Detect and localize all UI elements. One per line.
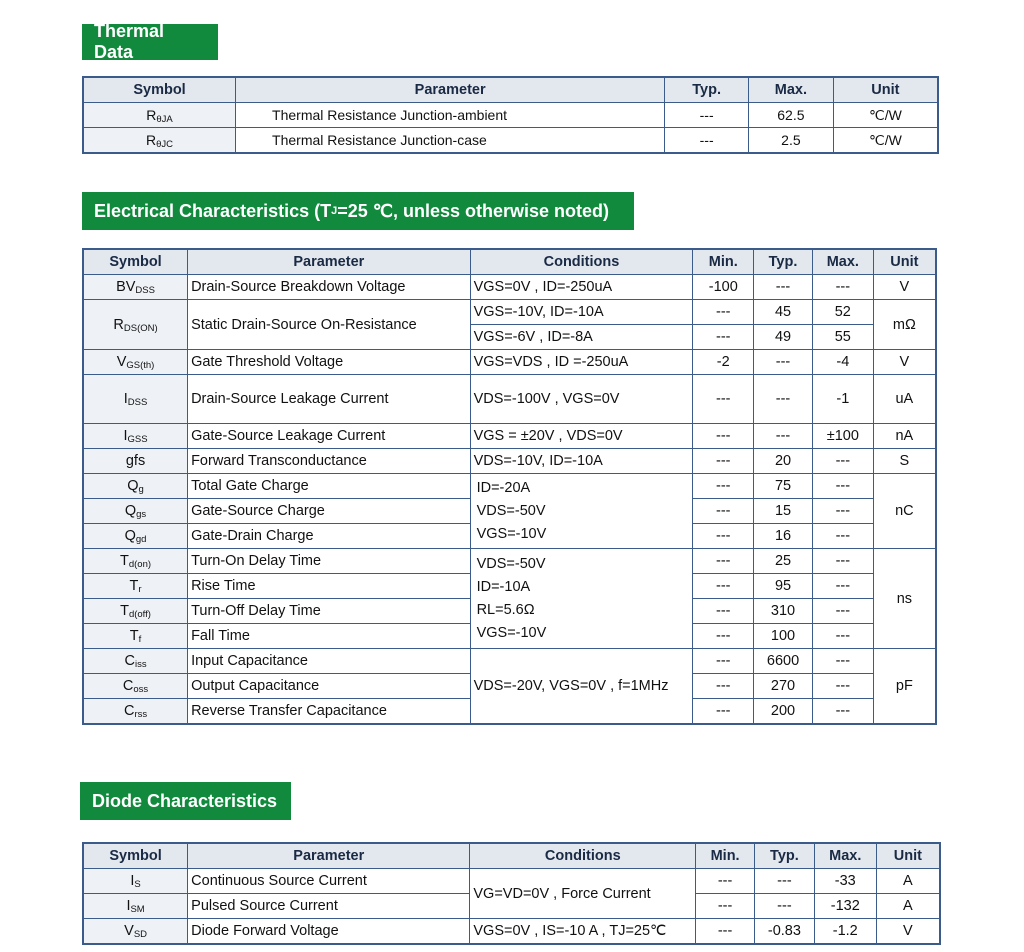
header-unit: Unit — [873, 249, 936, 275]
header-symbol: Symbol — [83, 77, 236, 103]
typ-cell: --- — [754, 350, 813, 375]
capacitance-conditions-cell: VDS=-20V, VGS=0V , f=1MHz — [470, 649, 693, 725]
symbol-cell — [83, 869, 188, 894]
min-cell: -100 — [693, 275, 754, 300]
symbol-main: V — [116, 354, 127, 370]
typ-cell: 200 — [754, 699, 813, 725]
condition-line: ID=-10A — [476, 578, 531, 595]
current-conditions-cell: VG=VD=0V , Force Current — [470, 869, 696, 919]
conditions-cell: VGS=VDS , ID =-250uA — [470, 350, 693, 375]
parameter-cell: Rise Time — [188, 574, 471, 599]
parameter-cell: Turn-Off Delay Time — [188, 599, 471, 624]
typ-cell: 16 — [754, 524, 813, 549]
parameter-cell: Diode Forward Voltage — [188, 919, 470, 945]
header-unit: Unit — [876, 843, 940, 869]
symbol-main: I — [130, 873, 135, 889]
min-cell: --- — [693, 549, 754, 574]
typ-cell: 75 — [754, 474, 813, 499]
electrical-characteristics-heading: Electrical Characteristics (T J =25 ℃, unless otherwise noted) — [82, 192, 634, 230]
min-cell: --- — [693, 474, 754, 499]
symbol-sub: d(off) — [128, 609, 151, 620]
symbol-sub: g — [138, 484, 144, 495]
symbol-sub: iss — [134, 659, 147, 670]
typ-cell: --- — [755, 894, 815, 919]
symbol-cell — [83, 919, 188, 945]
max-cell: 52 — [812, 300, 873, 325]
max-cell: 2.5 — [749, 128, 834, 154]
conditions-cell: VGS=-6V , ID=-8A — [470, 325, 693, 350]
max-cell: --- — [812, 449, 873, 474]
symbol-cell — [83, 449, 188, 474]
max-cell: -33 — [814, 869, 876, 894]
symbol-main: Q — [124, 503, 137, 519]
max-cell: --- — [812, 474, 873, 499]
max-cell: --- — [812, 599, 873, 624]
symbol-main: C — [122, 678, 134, 694]
unit-cell: S — [873, 449, 936, 474]
unit-cell: V — [873, 350, 936, 375]
electrical-characteristics-table — [82, 248, 937, 725]
parameter-cell: Gate-Source Leakage Current — [188, 424, 471, 449]
min-cell: --- — [693, 624, 754, 649]
condition-line: RL=5.6Ω — [476, 601, 535, 618]
unit-cell: ℃/W — [833, 128, 938, 154]
max-cell: 55 — [812, 325, 873, 350]
symbol-main: C — [123, 703, 135, 719]
table-row — [83, 649, 936, 674]
min-cell: --- — [693, 449, 754, 474]
condition-line: VDS=-50V — [476, 555, 546, 572]
table-row — [83, 869, 940, 894]
symbol-cell — [83, 674, 188, 699]
thermal-data-table — [82, 76, 939, 154]
min-cell: --- — [696, 869, 755, 894]
electrical-title-post: =25 ℃, unless otherwise noted) — [337, 200, 610, 221]
min-cell: --- — [693, 699, 754, 725]
max-cell: --- — [812, 574, 873, 599]
symbol-main: R — [113, 316, 124, 333]
symbol-cell — [83, 275, 188, 300]
unit-cell: nA — [873, 424, 936, 449]
min-cell: --- — [693, 674, 754, 699]
header-min: Min. — [693, 249, 754, 275]
symbol-sub: GSS — [127, 434, 148, 445]
table-row — [83, 300, 936, 325]
table-row — [83, 449, 936, 474]
condition-line: VGS=-10V — [476, 624, 547, 641]
max-cell: -1.2 — [814, 919, 876, 945]
symbol-sub: DS(ON) — [123, 322, 158, 334]
table-row — [83, 424, 936, 449]
table-header-row — [83, 843, 940, 869]
unit-cell: uA — [873, 375, 936, 424]
parameter-cell: Turn-On Delay Time — [188, 549, 471, 574]
table-header-row — [83, 77, 938, 103]
electrical-title-pre: Electrical Characteristics (T — [94, 200, 332, 221]
table-header-row — [83, 249, 936, 275]
header-parameter: Parameter — [188, 249, 471, 275]
unit-cell: V — [873, 275, 936, 300]
symbol-cell — [83, 599, 188, 624]
typ-cell: --- — [665, 103, 749, 128]
symbol-cell — [83, 474, 188, 499]
conditions-cell: VGS=0V , ID=-250uA — [470, 275, 693, 300]
unit-cell: ns — [873, 549, 936, 649]
typ-cell: 310 — [754, 599, 813, 624]
symbol-sub: GS(th) — [126, 360, 155, 371]
parameter-cell: Gate Threshold Voltage — [188, 350, 471, 375]
max-cell: -132 — [814, 894, 876, 919]
table-row — [83, 474, 936, 499]
symbol-sub: DSS — [135, 285, 155, 296]
conditions-cell: VGS = ±20V , VDS=0V — [470, 424, 693, 449]
symbol-sub: d(on) — [128, 559, 152, 570]
header-max: Max. — [749, 77, 834, 103]
typ-cell: 95 — [754, 574, 813, 599]
typ-cell: 15 — [754, 499, 813, 524]
condition-line: VGS=-10V — [476, 525, 547, 542]
symbol-cell — [83, 894, 188, 919]
min-cell: -2 — [693, 350, 754, 375]
parameter-cell: Drain-Source Leakage Current — [188, 375, 471, 424]
header-symbol: Symbol — [83, 249, 188, 275]
symbol-main: R — [146, 107, 157, 123]
min-cell: --- — [693, 424, 754, 449]
symbol-cell — [83, 499, 188, 524]
symbol-cell — [83, 699, 188, 725]
symbol-cell — [83, 574, 188, 599]
symbol-main: Q — [124, 528, 136, 544]
header-max: Max. — [812, 249, 873, 275]
conditions-cell: VDS=-100V , VGS=0V — [470, 375, 693, 424]
max-cell: --- — [812, 649, 873, 674]
max-cell: --- — [812, 275, 873, 300]
symbol-main: V — [124, 923, 134, 939]
parameter-cell: Gate-Drain Charge — [188, 524, 471, 549]
min-cell: --- — [696, 894, 755, 919]
parameter-cell: Thermal Resistance Junction-ambient — [236, 103, 665, 128]
diode-characteristics-table — [82, 842, 941, 945]
conditions-cell: VGS=0V , IS=-10 A , TJ=25℃ — [470, 919, 696, 945]
header-parameter: Parameter — [188, 843, 470, 869]
symbol-cell — [83, 103, 236, 128]
max-cell: --- — [812, 499, 873, 524]
symbol-sub: θJC — [156, 139, 174, 150]
symbol-sub: r — [138, 584, 142, 595]
symbol-cell — [83, 524, 188, 549]
parameter-cell: Forward Transconductance — [188, 449, 471, 474]
table-row — [83, 375, 936, 424]
header-typ: Typ. — [754, 249, 813, 275]
symbol-main: I — [123, 428, 128, 444]
unit-cell: ℃/W — [833, 103, 938, 128]
gate-charge-conditions-cell — [470, 474, 693, 549]
max-cell: -1 — [812, 375, 873, 424]
symbol-main: Q — [127, 478, 139, 494]
typ-cell: 25 — [754, 549, 813, 574]
typ-cell: 6600 — [754, 649, 813, 674]
max-cell: -4 — [812, 350, 873, 375]
parameter-cell: Static Drain-Source On-Resistance — [188, 300, 471, 350]
table-row — [83, 128, 938, 154]
symbol-cell — [83, 350, 188, 375]
table-row — [83, 350, 936, 375]
header-max: Max. — [814, 843, 876, 869]
symbol-sub: DSS — [127, 397, 148, 408]
symbol-cell — [83, 624, 188, 649]
min-cell: --- — [693, 375, 754, 424]
min-cell: --- — [693, 574, 754, 599]
parameter-cell: Fall Time — [188, 624, 471, 649]
table-row — [83, 103, 938, 128]
symbol-cell — [83, 128, 236, 154]
header-typ: Typ. — [755, 843, 815, 869]
typ-cell: --- — [755, 869, 815, 894]
header-parameter: Parameter — [236, 77, 665, 103]
conditions-cell: VDS=-10V, ID=-10A — [470, 449, 693, 474]
symbol-cell — [83, 300, 188, 350]
header-symbol: Symbol — [83, 843, 188, 869]
min-cell: --- — [693, 300, 754, 325]
typ-cell: --- — [754, 375, 813, 424]
min-cell: --- — [693, 599, 754, 624]
unit-cell: mΩ — [873, 300, 936, 350]
typ-cell: 100 — [754, 624, 813, 649]
symbol-cell — [83, 549, 188, 574]
header-typ: Typ. — [665, 77, 749, 103]
symbol-cell — [83, 649, 188, 674]
thermal-data-heading — [82, 21, 218, 62]
typ-cell: --- — [754, 275, 813, 300]
max-cell: 62.5 — [749, 103, 834, 128]
typ-cell: -0.83 — [755, 919, 815, 945]
typ-cell: 49 — [754, 325, 813, 350]
min-cell: --- — [696, 919, 755, 945]
symbol-main: T — [129, 578, 139, 594]
max-cell: --- — [812, 674, 873, 699]
max-cell: ±100 — [812, 424, 873, 449]
table-row — [83, 549, 936, 574]
table-row — [83, 275, 936, 300]
min-cell: --- — [693, 524, 754, 549]
parameter-cell: Reverse Transfer Capacitance — [188, 699, 471, 725]
symbol-main: R — [146, 132, 157, 148]
parameter-cell: Total Gate Charge — [188, 474, 471, 499]
symbol-cell — [83, 424, 188, 449]
symbol-main: T — [120, 603, 129, 619]
typ-cell: 20 — [754, 449, 813, 474]
symbol-sub: SD — [133, 929, 148, 940]
symbol-main: T — [129, 628, 139, 644]
unit-cell: V — [876, 919, 940, 945]
max-cell: --- — [812, 699, 873, 725]
symbol-sub: SM — [130, 904, 145, 915]
max-cell: --- — [812, 624, 873, 649]
typ-cell: 45 — [754, 300, 813, 325]
symbol-sub: gd — [135, 534, 147, 545]
header-unit: Unit — [833, 77, 938, 103]
symbol-sub: θJA — [156, 114, 173, 125]
parameter-cell: Continuous Source Current — [188, 869, 470, 894]
symbol-main: I — [126, 898, 131, 914]
header-min: Min. — [696, 843, 755, 869]
symbol-main: gfs — [125, 453, 146, 469]
max-cell: --- — [812, 524, 873, 549]
diode-characteristics-heading — [80, 782, 291, 820]
symbol-main: C — [124, 653, 135, 669]
parameter-cell: Pulsed Source Current — [188, 894, 470, 919]
thermal-data-title: Thermal Data — [94, 21, 165, 62]
symbol-sub: rss — [134, 709, 148, 720]
unit-cell: pF — [873, 649, 936, 725]
symbol-sub: gs — [136, 509, 147, 520]
header-conditions: Conditions — [470, 249, 693, 275]
symbol-sub: S — [134, 879, 141, 890]
symbol-sub: f — [138, 634, 142, 645]
typ-cell: --- — [665, 128, 749, 154]
parameter-cell: Input Capacitance — [188, 649, 471, 674]
max-cell: --- — [812, 549, 873, 574]
symbol-cell — [83, 375, 188, 424]
symbol-main: I — [123, 391, 128, 407]
parameter-cell: Thermal Resistance Junction-case — [236, 128, 665, 154]
switching-conditions-cell — [470, 549, 693, 649]
parameter-cell: Gate-Source Charge — [188, 499, 471, 524]
min-cell: --- — [693, 649, 754, 674]
symbol-main: BV — [116, 279, 136, 295]
condition-line: ID=-20A — [476, 479, 531, 496]
table-row — [83, 919, 940, 945]
conditions-cell: VGS=-10V, ID=-10A — [470, 300, 693, 325]
min-cell: --- — [693, 499, 754, 524]
unit-cell: A — [876, 894, 940, 919]
symbol-sub: oss — [133, 684, 149, 695]
typ-cell: 270 — [754, 674, 813, 699]
parameter-cell: Output Capacitance — [188, 674, 471, 699]
condition-line: VDS=-50V — [476, 502, 546, 519]
unit-cell: nC — [873, 474, 936, 549]
typ-cell: --- — [754, 424, 813, 449]
diode-title: Diode Characteristics — [92, 790, 278, 811]
min-cell: --- — [693, 325, 754, 350]
unit-cell: A — [876, 869, 940, 894]
parameter-cell: Drain-Source Breakdown Voltage — [188, 275, 471, 300]
header-conditions: Conditions — [470, 843, 696, 869]
symbol-main: T — [120, 553, 129, 569]
